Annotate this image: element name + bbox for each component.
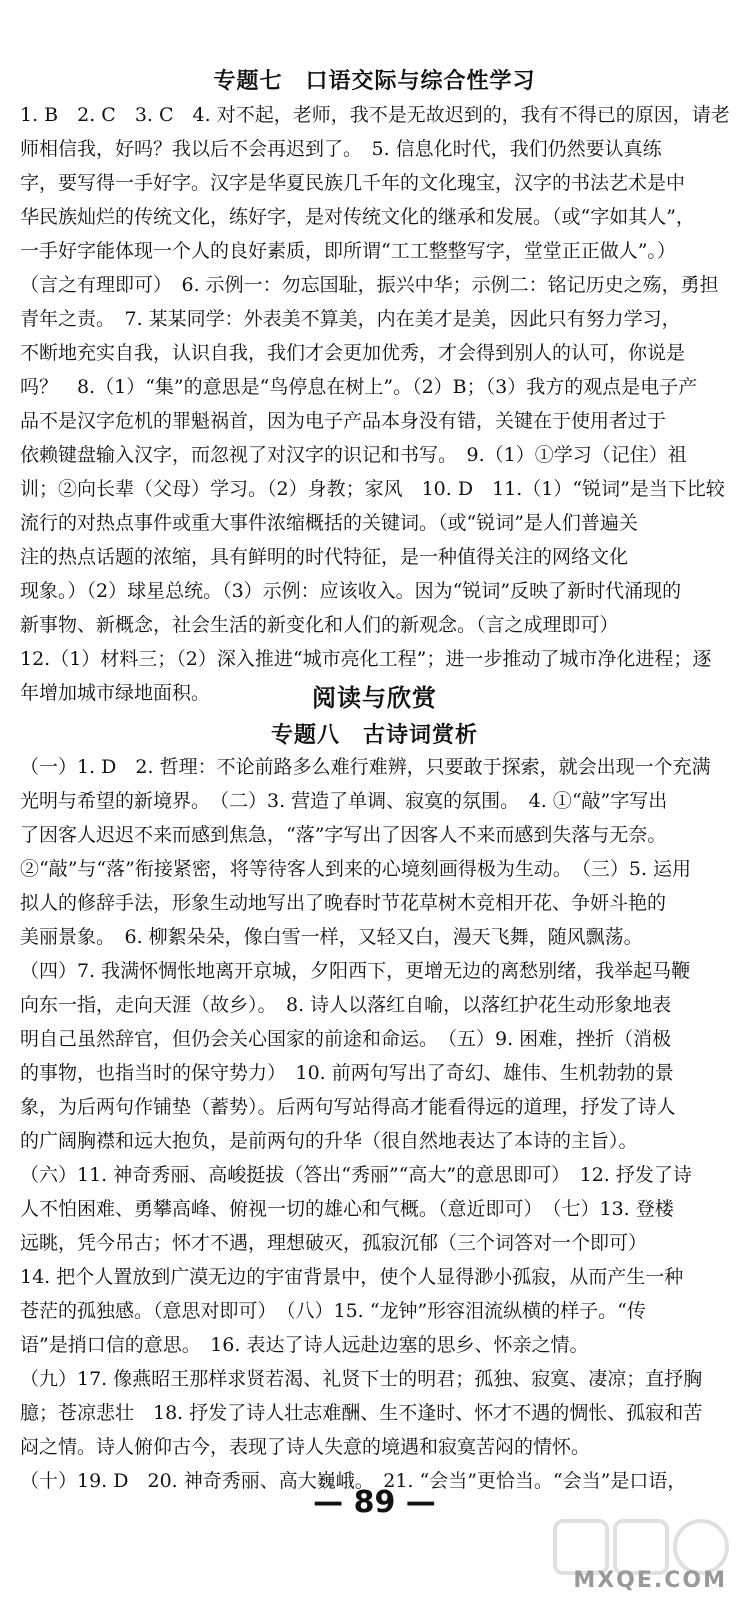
answer-line: 华民族灿烂的传统文化，练好字，是对传统文化的继承和发展。（或“字如其人”，	[20, 206, 695, 228]
answer-line: 向东一指，走向天涯（故乡）。 8. 诗人以落红自喻，以落红护花生动形象地表	[20, 994, 672, 1016]
answer-line: 明自己虽然辞官，但仍会关心国家的前途和命运。 （五）9. 困难，挫折（消极	[20, 1028, 672, 1050]
answer-line: 语”是捎口信的意思。 16. 表达了诗人远赴边塞的思乡、怀亲之情。	[20, 1334, 589, 1356]
answer-line: 的事物，也指当时的保守势力） 10. 前两句写出了奇幻、雄伟、生机勃勃的景	[20, 1062, 674, 1084]
topic7-title: 专题七 口语交际与综合性学习	[213, 69, 536, 94]
answer-line: 12.（1）材料三；（2）深入推进“城市亮化工程”；进一步推动了城市净化进程；逐	[20, 648, 712, 670]
answer-line: 师相信我，好吗？我以后不会再迟到了。 5. 信息化时代，我们仍然要认真练	[20, 138, 662, 160]
answer-line: 光明与希望的新境界。 （二）3. 营造了单调、寂寞的氛围。 4. ①“敲”字写出	[20, 790, 668, 812]
answer-line: 苍茫的孤独感。（意思对即可） （八）15. “龙钟”形容泪流纵横的样子。“传	[20, 1300, 646, 1322]
answer-line: 14. 把个人置放到广漠无边的宇宙背景中，使个人显得渺小孤寂，从而产生一种	[20, 1266, 684, 1288]
answer-line: 臆；苍凉悲壮 18. 抒发了诗人壮志难酬、生不逢时、怀才不遇的惆怅、孤寂和苦	[20, 1402, 703, 1424]
answer-line: 不断地充实自我，认识自我，我们才会更加优秀，才会得到别人的认可，你说是	[20, 342, 686, 364]
answer-line: 闷之情。诗人俯仰古今，表现了诗人失意的境遇和寂寞苦闷的情怀。	[20, 1436, 591, 1458]
page-number: — 89 —	[313, 1485, 436, 1520]
answer-line: 品不是汉字危机的罪魁祸首，因为电子产品本身没有错，关键在于使用者过于	[20, 410, 667, 432]
answer-line: 的广阔胸襟和远大抱负，是前两句的升华（很自然地表达了本诗的主旨）。	[20, 1130, 638, 1152]
answer-line: 人不怕困难、勇攀高峰、俯视一切的雄心和气概。（意近即可） （七）13. 登楼	[20, 1198, 674, 1220]
answer-line: 远眺，凭今吊古；怀才不遇，理想破灭，孤寂沉郁（三个词答对一个即可）	[20, 1232, 648, 1254]
answer-line: 象，为后两句作铺垫（蓄势）。后两句写站得高才能看得远的道理，抒发了诗人	[20, 1096, 676, 1118]
answer-line: （六）11. 神奇秀丽、高峻挺拔（答出“秀丽”“高大”的意思即可） 12. 抒发了诗	[20, 1164, 692, 1186]
answer-line: 吗？ 8.（1）“集”的意思是“鸟停息在树上”。（2）B；（3）我方的观点是电子产	[20, 376, 698, 398]
answer-line: （九）17. 像燕昭王那样求贤若渴、礼贤下士的明君；孤独、寂寞、凄凉；直抒胸	[20, 1368, 703, 1390]
answer-line: 了因客人迟迟不来而感到焦急，“落”字写出了因客人不来而感到失落与无奈。	[20, 824, 667, 846]
answer-line: 依赖键盘输入汉字，而忽视了对汉字的识记和书写。 9.（1）①学习（记住）祖	[20, 444, 687, 466]
answer-line: 1. B 2. C 3. C 4. 对不起，老师，我不是无故迟到的，我有不得已的原因，请老	[20, 104, 730, 126]
answer-line: ②“敲”与“落”衔接紧密，将等待客人到来的心境刻画得极为生动。 （三）5. 运用	[20, 858, 692, 880]
answer-line: 年增加城市绿地面积。	[20, 682, 211, 704]
topic8-answers	[20, 750, 732, 1498]
answer-line: 流行的对热点事件或重大事件浓缩概括的关键词。（或“锐词”是人们普遍关	[20, 512, 638, 534]
reading-section-title: 阅读与欣赏	[312, 684, 437, 712]
topic8-title: 专题八 古诗词赏析	[270, 723, 478, 748]
answer-line: 训；②向长辈（父母）学习。（2）身教；家风 10. D 11.（1）“锐词”是当下比较	[20, 478, 725, 500]
answer-line: 美丽景象。 6. 柳絮朵朵，像白雪一样，又轻又白，漫天飞舞，随风飘荡。	[20, 926, 643, 948]
watermark-text: MXQE.COM	[573, 1568, 727, 1593]
answer-line: 新事物、新概念，社会生活的新变化和人们的新观念。（言之成理即可）	[20, 614, 619, 636]
answer-line: 青年之责。 7. 某某同学：外表美不算美，内在美才是美，因此只有努力学习，	[20, 308, 681, 330]
answer-line: 注的热点话题的浓缩，具有鲜明的时代特征，是一种值得关注的网络文化	[20, 546, 629, 568]
topic7-answers	[20, 98, 732, 710]
answer-line: 一手好字能体现一个人的良好素质，即所谓“工工整整写字，堂堂正正做人”。）	[20, 240, 676, 262]
answer-line: （言之有理即可） 6. 示例一：勿忘国耻，振兴中华；示例二：铭记历史之殇，勇担	[20, 274, 719, 296]
answer-line: （十）19. D 20. 神奇秀丽、高大巍峨。 21. “会当”更恰当。“会当”是口语，	[20, 1470, 687, 1492]
answer-line: 拟人的修辞手法，形象生动地写出了晚春时节花草树木竞相开花、争妍斗艳的	[20, 892, 667, 914]
answer-line: 现象。）（2）球星总统。（3）示例：应该收入。因为“锐词”反映了新时代涌现的	[20, 580, 682, 602]
answer-line: （一）1. D 2. 哲理：不论前路多么难行难辨，只要敢于探索，就会出现一个充满	[20, 756, 711, 778]
answer-line: （四）7. 我满怀惆怅地离开京城，夕阳西下，更增无边的离愁别绪，我举起马鞭	[20, 960, 691, 982]
answer-line: 字，要写得一手好字。汉字是华夏民族几千年的文化瑰宝，汉字的书法艺术是中	[20, 172, 686, 194]
